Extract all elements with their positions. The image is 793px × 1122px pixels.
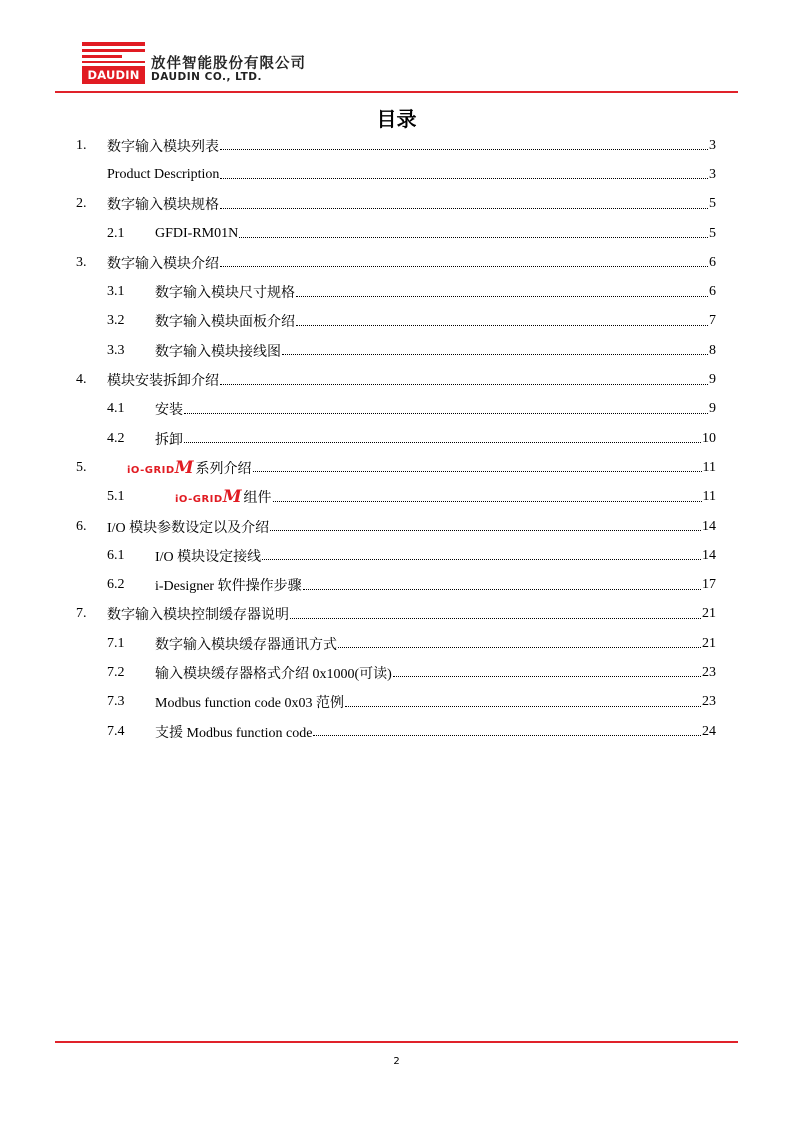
company-name-en: DAUDIN CO., LTD. — [151, 71, 262, 83]
toc-entry-page: 24 — [702, 723, 716, 739]
toc-entry-number: 5.1 — [107, 489, 125, 505]
toc-leader-dots — [273, 501, 702, 502]
header-rule — [55, 91, 738, 93]
toc-entry-page: 3 — [709, 166, 716, 182]
toc-entry[interactable] — [76, 277, 716, 306]
toc-entry[interactable] — [76, 190, 716, 219]
toc-entry-label: GFDI-RM01N — [155, 225, 239, 241]
toc-entry-number: 2.1 — [107, 225, 125, 241]
toc-leader-dots — [262, 559, 701, 560]
toc-entry-number: 5. — [76, 459, 87, 475]
toc-entry-number: 6.2 — [107, 577, 125, 593]
iogrid-brand-logo: iO-GRID — [127, 464, 175, 476]
toc-entry-label: 数字输入模块列表 — [107, 139, 219, 155]
toc-entry-label: 支援 Modbus function code — [155, 725, 313, 741]
toc-entry[interactable] — [76, 600, 716, 629]
toc-leader-dots — [184, 413, 708, 414]
toc-leader-dots — [239, 237, 708, 238]
page-number: 2 — [393, 1056, 400, 1067]
toc-leader-dots — [338, 647, 701, 648]
toc-entry[interactable] — [76, 131, 716, 160]
toc-entry-label: I/O 模块参数设定以及介绍 — [107, 520, 270, 536]
logo-text: DAUDIN — [82, 66, 145, 84]
toc-entry-number: 6.1 — [107, 547, 125, 563]
toc-entry[interactable] — [76, 717, 716, 746]
toc-entry-label: 拆卸 — [155, 432, 183, 448]
toc-entry-page: 23 — [702, 664, 716, 680]
toc-entry-label: 数字输入模块面板介绍 — [155, 315, 295, 331]
toc-entry-page: 21 — [702, 606, 716, 622]
toc-entry-number: 7.4 — [107, 723, 125, 739]
toc-leader-dots — [290, 618, 701, 619]
toc-leader-dots — [184, 442, 701, 443]
toc-leader-dots — [220, 384, 708, 385]
toc-entry-number: 6. — [76, 518, 87, 534]
company-name-cn: 放伴智能股份有限公司 — [151, 56, 306, 72]
toc-entry-page: 10 — [702, 430, 716, 446]
toc-entry[interactable] — [76, 658, 716, 687]
daudin-logo — [82, 42, 145, 86]
toc-entry-label: 数字输入模块介绍 — [107, 256, 219, 272]
toc-entry-page: 7 — [709, 313, 716, 329]
toc-entry-label — [107, 458, 252, 478]
toc-entry-page: 14 — [702, 547, 716, 563]
toc-entry-number: 7.3 — [107, 694, 125, 710]
toc-leader-dots — [282, 354, 708, 355]
toc-entry-label — [155, 487, 272, 507]
toc-entry[interactable] — [76, 483, 716, 512]
toc-entry-label: 数字输入模块尺寸规格 — [155, 286, 295, 302]
toc-entry-text: 系列介绍 — [195, 461, 252, 477]
toc-entry-page: 21 — [702, 635, 716, 651]
toc-entry-label: 数字输入模块接线图 — [155, 344, 281, 360]
toc-entry[interactable] — [76, 336, 716, 365]
toc-entry[interactable] — [76, 570, 716, 599]
iogrid-m-logo: M — [222, 487, 242, 508]
toc-entry-number: 2. — [76, 196, 87, 212]
toc-entry-number: 3.1 — [107, 284, 125, 300]
toc-entry-label: i-Designer 软件操作步骤 — [155, 579, 302, 595]
toc-entry-number: 4.2 — [107, 430, 125, 446]
toc-leader-dots — [303, 589, 701, 590]
iogrid-m-logo: M — [174, 457, 194, 478]
toc-entry-number: 3.2 — [107, 313, 125, 329]
toc-leader-dots — [220, 178, 708, 179]
table-of-contents — [76, 131, 716, 746]
toc-entry[interactable] — [76, 629, 716, 658]
toc-entry-page: 9 — [709, 401, 716, 417]
toc-entry-page: 23 — [702, 694, 716, 710]
page-title: 目录 — [376, 107, 417, 131]
toc-entry-page: 11 — [702, 459, 716, 475]
toc-entry-page: 14 — [702, 518, 716, 534]
iogrid-brand-logo: iO-GRID — [175, 494, 223, 506]
toc-entry-number: 7. — [76, 606, 87, 622]
toc-entry-number: 4. — [76, 372, 87, 388]
toc-entry[interactable] — [76, 688, 716, 717]
toc-leader-dots — [313, 735, 701, 736]
toc-leader-dots — [296, 296, 708, 297]
toc-entry[interactable] — [76, 160, 716, 189]
toc-entry[interactable] — [76, 512, 716, 541]
toc-entry-number: 7.2 — [107, 664, 125, 680]
toc-leader-dots — [296, 325, 708, 326]
toc-entry-number: 4.1 — [107, 401, 125, 417]
toc-entry-label: 数字输入模块控制缓存器说明 — [107, 608, 289, 624]
toc-leader-dots — [220, 149, 708, 150]
toc-entry[interactable] — [76, 395, 716, 424]
toc-leader-dots — [220, 266, 708, 267]
toc-entry-number: 1. — [76, 137, 87, 153]
toc-leader-dots — [220, 208, 708, 209]
toc-entry-page: 5 — [709, 196, 716, 212]
toc-entry-label: I/O 模块设定接线 — [155, 549, 262, 565]
toc-entry[interactable] — [76, 307, 716, 336]
toc-entry-label: Modbus function code 0x03 范例 — [155, 696, 344, 712]
toc-entry[interactable] — [76, 541, 716, 570]
toc-entry-label: 输入模块缓存器格式介绍 0x1000(可读) — [155, 666, 392, 682]
toc-entry[interactable] — [76, 365, 716, 394]
toc-leader-dots — [270, 530, 701, 531]
toc-entry-label: 模块安装拆卸介绍 — [107, 374, 219, 390]
toc-entry-page: 6 — [709, 254, 716, 270]
toc-entry-label: Product Description — [107, 166, 220, 182]
page-header — [55, 42, 738, 92]
toc-entry[interactable] — [76, 248, 716, 277]
toc-entry-text: 组件 — [243, 491, 272, 507]
toc-entry-label: 数字输入模块缓存器通讯方式 — [155, 637, 337, 653]
toc-entry-number: 3.3 — [107, 342, 125, 358]
toc-entry-page: 17 — [702, 577, 716, 593]
toc-entry-number: 3. — [76, 254, 87, 270]
toc-entry[interactable] — [76, 424, 716, 453]
toc-entry-label: 安装 — [155, 403, 183, 419]
toc-entry-page: 9 — [709, 372, 716, 388]
toc-entry-label: 数字输入模块规格 — [107, 198, 219, 214]
toc-entry-page: 5 — [709, 225, 716, 241]
footer-rule — [55, 1041, 738, 1043]
toc-entry[interactable] — [76, 219, 716, 248]
toc-entry-page: 6 — [709, 284, 716, 300]
toc-entry-page: 11 — [702, 489, 716, 505]
toc-entry-page: 8 — [709, 342, 716, 358]
toc-leader-dots — [393, 676, 701, 677]
toc-leader-dots — [253, 471, 702, 472]
toc-leader-dots — [345, 706, 701, 707]
toc-entry-page: 3 — [709, 137, 716, 153]
toc-entry-number: 7.1 — [107, 635, 125, 651]
toc-entry[interactable] — [76, 453, 716, 482]
